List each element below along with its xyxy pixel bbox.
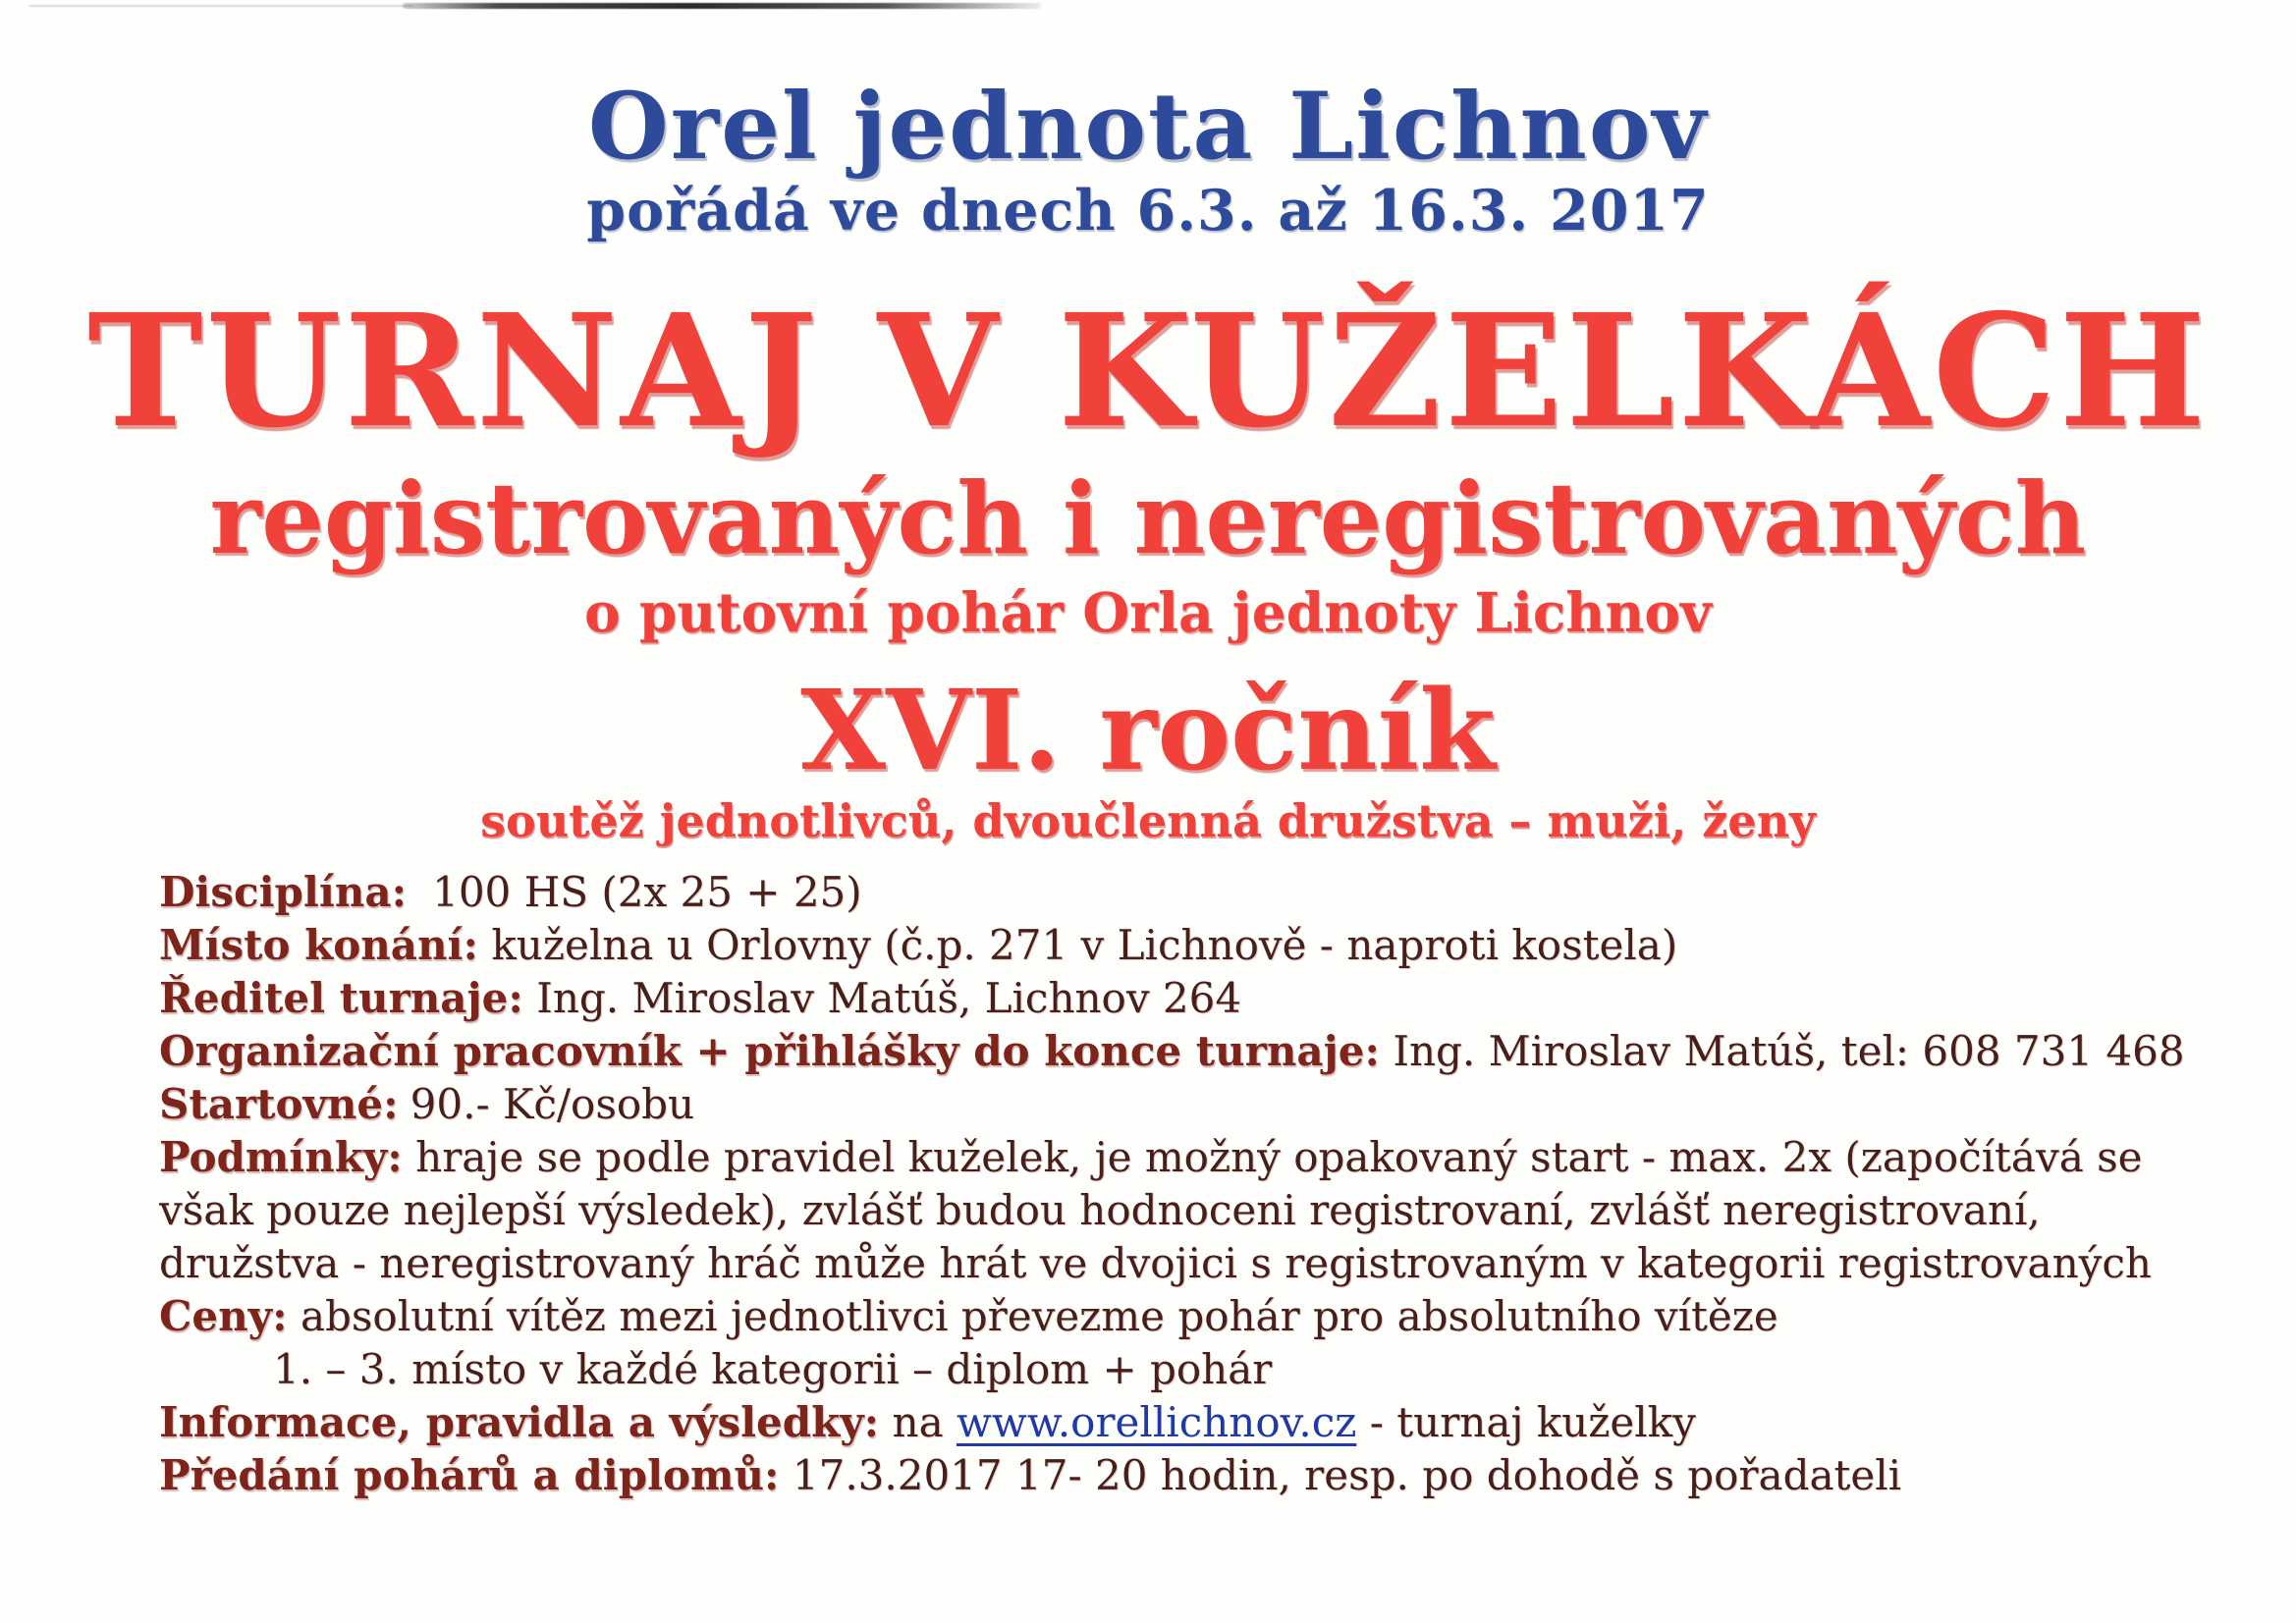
- label-startovne: Startovné:: [159, 1079, 399, 1128]
- value-predani-poharu: 17.3.2017 17- 20 hodin, resp. po dohodě s pořadateli: [792, 1450, 1902, 1499]
- title-block: [0, 280, 2296, 848]
- detail-misto-konani: [159, 919, 2188, 972]
- detail-ceny-mista: [159, 1343, 2188, 1396]
- value-startovne: 90.- Kč/osobu: [410, 1079, 695, 1128]
- label-organizacni-pracovnik: Organizační pracovník + přihlášky do konce turnaje:: [159, 1026, 1380, 1075]
- detail-podminky: [159, 1131, 2188, 1290]
- poster-header: [0, 73, 2296, 245]
- categories-line: soutěž jednotlivců, dvoučlenná družstva – muži, ženy: [480, 793, 1816, 847]
- detail-organizacni-pracovnik: [159, 1025, 2188, 1078]
- detail-ceny: [159, 1290, 2188, 1343]
- label-informace: Informace, pravidla a výsledky:: [159, 1397, 880, 1446]
- value-organizacni-pracovnik: Ing. Miroslav Matúš, tel: 608 731 468: [1393, 1026, 2185, 1075]
- detail-disciplina: [159, 866, 2188, 919]
- detail-reditel-turnaje: [159, 972, 2188, 1025]
- main-title: TURNAJ V KUŽELKÁCH: [87, 280, 2209, 462]
- event-dates-line: pořádá ve dnech 6.3. až 16.3. 2017: [586, 178, 1710, 244]
- detail-startovne: [159, 1078, 2188, 1131]
- scan-artifact-line: [403, 3, 1041, 9]
- orellichnov-link[interactable]: www.orellichnov.cz: [956, 1397, 1357, 1446]
- detail-predani-poharu: [159, 1449, 2188, 1502]
- subtitle-trophy-line: o putovní pohár Orla jednoty Lichnov: [583, 580, 1713, 645]
- value-informace-prefix: na: [892, 1397, 944, 1446]
- label-disciplina: Disciplína:: [159, 867, 408, 916]
- subtitle-registration: registrovaných i neregistrovaných: [209, 460, 2087, 577]
- detail-informace: [159, 1396, 2188, 1449]
- details-block: [159, 866, 2188, 1502]
- value-podminky: hraje se podle pravidel kuželek, je možný opakovaný start - max. 2x (započítává se však pouze nejlepší výsledek), zvlášť budou hodnoceni registrovaní, zvlášť neregistrovaní, družstva - neregistrovaný hráč může hrát ve dvojici s registrovaným v kategorii registrovaných: [159, 1132, 2152, 1287]
- value-reditel-turnaje: Ing. Miroslav Matúš, Lichnov 264: [536, 973, 1242, 1022]
- label-misto-konani: Místo konání:: [159, 920, 478, 969]
- value-misto-konani: kuželna u Orlovny (č.p. 271 v Lichnově - naproti kostela): [491, 920, 1678, 969]
- edition-title: XVI. ročník: [800, 667, 1496, 796]
- label-ceny: Ceny:: [159, 1291, 288, 1340]
- scan-artifact-faint-line: [29, 5, 412, 7]
- label-reditel-turnaje: Ředitel turnaje:: [159, 973, 523, 1022]
- label-predani-poharu: Předání pohárů a diplomů:: [159, 1450, 780, 1499]
- label-podminky: Podmínky:: [159, 1132, 403, 1181]
- value-ceny: absolutní vítěz mezi jednotlivci převezme pohár pro absolutního vítěze: [300, 1291, 1778, 1340]
- organizer-name: Orel jednota Lichnov: [587, 73, 1709, 181]
- value-disciplina: 100 HS (2x 25 + 25): [432, 867, 862, 916]
- value-informace-suffix: - turnaj kuželky: [1369, 1397, 1696, 1446]
- value-ceny-mista: 1. – 3. místo v každé kategorii – diplom + pohár: [273, 1344, 1273, 1393]
